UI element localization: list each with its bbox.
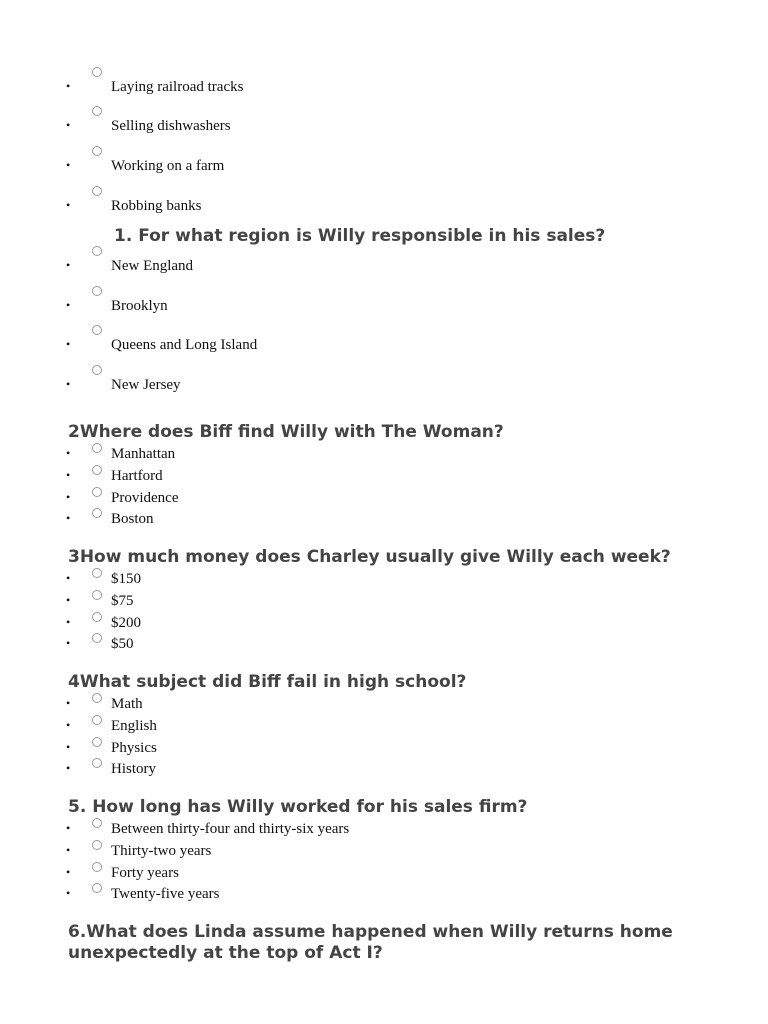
bullet-icon: • xyxy=(66,298,71,312)
option-label: Robbing banks xyxy=(111,198,202,214)
option-label: Queens and Long Island xyxy=(111,337,258,353)
radio-button-icon[interactable] xyxy=(92,568,102,578)
q0-option-1[interactable] xyxy=(0,78,700,96)
bullet-icon: • xyxy=(66,636,71,650)
radio-button-icon[interactable] xyxy=(92,246,102,256)
radio-button-icon[interactable] xyxy=(92,365,102,375)
q2-option-3[interactable] xyxy=(0,489,700,507)
bullet-icon: • xyxy=(66,258,71,272)
q3-option-4[interactable] xyxy=(0,635,700,653)
option-label: Manhattan xyxy=(111,446,176,462)
option-label: Forty years xyxy=(111,865,179,881)
option-label: $50 xyxy=(111,636,134,652)
radio-button-icon[interactable] xyxy=(92,715,102,725)
q5-option-1[interactable] xyxy=(0,820,700,838)
q3-option-1[interactable] xyxy=(0,570,700,588)
q1-option-2[interactable] xyxy=(0,297,700,315)
q0-option-4[interactable] xyxy=(0,197,700,215)
q1-option-4[interactable] xyxy=(0,376,700,394)
option-label: New Jersey xyxy=(111,377,181,393)
bullet-icon: • xyxy=(66,198,71,212)
radio-button-icon[interactable] xyxy=(92,862,102,872)
q1-option-1[interactable] xyxy=(0,257,700,275)
q3-option-3[interactable] xyxy=(0,614,700,632)
radio-button-icon[interactable] xyxy=(92,186,102,196)
bullet-icon: • xyxy=(66,511,71,525)
q4-option-3[interactable] xyxy=(0,739,700,757)
bullet-icon: • xyxy=(66,158,71,172)
q4-option-2[interactable] xyxy=(0,717,700,735)
radio-button-icon[interactable] xyxy=(92,508,102,518)
bullet-icon: • xyxy=(66,843,71,857)
bullet-icon: • xyxy=(66,718,71,732)
option-label: Thirty-two years xyxy=(111,843,212,859)
bullet-icon: • xyxy=(66,468,71,482)
bullet-icon: • xyxy=(66,696,71,710)
radio-button-icon[interactable] xyxy=(92,443,102,453)
radio-button-icon[interactable] xyxy=(92,465,102,475)
radio-button-icon[interactable] xyxy=(92,758,102,768)
bullet-icon: • xyxy=(66,490,71,504)
question-4-title: 4What subject did Biff fail in high school? xyxy=(68,672,467,692)
radio-button-icon[interactable] xyxy=(92,106,102,116)
option-label: $75 xyxy=(111,593,134,609)
question-2-title: 2Where does Biff find Willy with The Woman? xyxy=(68,422,504,442)
q4-option-4[interactable] xyxy=(0,760,700,778)
option-label: Physics xyxy=(111,740,157,756)
option-label: Boston xyxy=(111,511,154,527)
q2-option-2[interactable] xyxy=(0,467,700,485)
option-label: Hartford xyxy=(111,468,163,484)
q1-option-3[interactable] xyxy=(0,336,700,354)
bullet-icon: • xyxy=(66,886,71,900)
radio-button-icon[interactable] xyxy=(92,325,102,335)
bullet-icon: • xyxy=(66,740,71,754)
question-1-title: 1. For what region is Willy responsible in his sales? xyxy=(114,226,606,246)
q0-option-2[interactable] xyxy=(0,117,700,135)
q5-option-2[interactable] xyxy=(0,842,700,860)
option-label: Between thirty-four and thirty-six years xyxy=(111,821,350,837)
radio-button-icon[interactable] xyxy=(92,840,102,850)
radio-button-icon[interactable] xyxy=(92,590,102,600)
option-label: History xyxy=(111,761,156,777)
radio-button-icon[interactable] xyxy=(92,883,102,893)
option-label: Working on a farm xyxy=(111,158,225,174)
bullet-icon: • xyxy=(66,337,71,351)
q5-option-3[interactable] xyxy=(0,864,700,882)
bullet-icon: • xyxy=(66,571,71,585)
q3-option-2[interactable] xyxy=(0,592,700,610)
option-label: Providence xyxy=(111,490,179,506)
radio-button-icon[interactable] xyxy=(92,67,102,77)
question-5-title: 5. How long has Willy worked for his sales firm? xyxy=(68,797,528,817)
option-label: Math xyxy=(111,696,143,712)
bullet-icon: • xyxy=(66,446,71,460)
option-label: Laying railroad tracks xyxy=(111,79,244,95)
q4-option-1[interactable] xyxy=(0,695,700,713)
bullet-icon: • xyxy=(66,761,71,775)
q2-option-4[interactable] xyxy=(0,510,700,528)
question-6-title: 6.What does Linda assume happened when Willy returns home unexpectedly at the top of Act I? xyxy=(68,922,673,963)
q0-option-3[interactable] xyxy=(0,157,700,175)
option-label: New England xyxy=(111,258,194,274)
radio-button-icon[interactable] xyxy=(92,693,102,703)
option-label: Twenty-five years xyxy=(111,886,220,902)
radio-button-icon[interactable] xyxy=(92,487,102,497)
radio-button-icon[interactable] xyxy=(92,633,102,643)
radio-button-icon[interactable] xyxy=(92,818,102,828)
bullet-icon: • xyxy=(66,593,71,607)
bullet-icon: • xyxy=(66,615,71,629)
radio-button-icon[interactable] xyxy=(92,737,102,747)
radio-button-icon[interactable] xyxy=(92,146,102,156)
radio-button-icon[interactable] xyxy=(92,612,102,622)
q5-option-4[interactable] xyxy=(0,885,700,903)
option-label: $200 xyxy=(111,615,141,631)
bullet-icon: • xyxy=(66,377,71,391)
q2-option-1[interactable] xyxy=(0,445,700,463)
option-label: Selling dishwashers xyxy=(111,118,231,134)
radio-button-icon[interactable] xyxy=(92,286,102,296)
bullet-icon: • xyxy=(66,865,71,879)
option-label: Brooklyn xyxy=(111,298,168,314)
question-3-title: 3How much money does Charley usually give Willy each week? xyxy=(68,547,671,567)
option-label: English xyxy=(111,718,157,734)
bullet-icon: • xyxy=(66,79,71,93)
bullet-icon: • xyxy=(66,118,71,132)
bullet-icon: • xyxy=(66,821,71,835)
option-label: $150 xyxy=(111,571,141,587)
